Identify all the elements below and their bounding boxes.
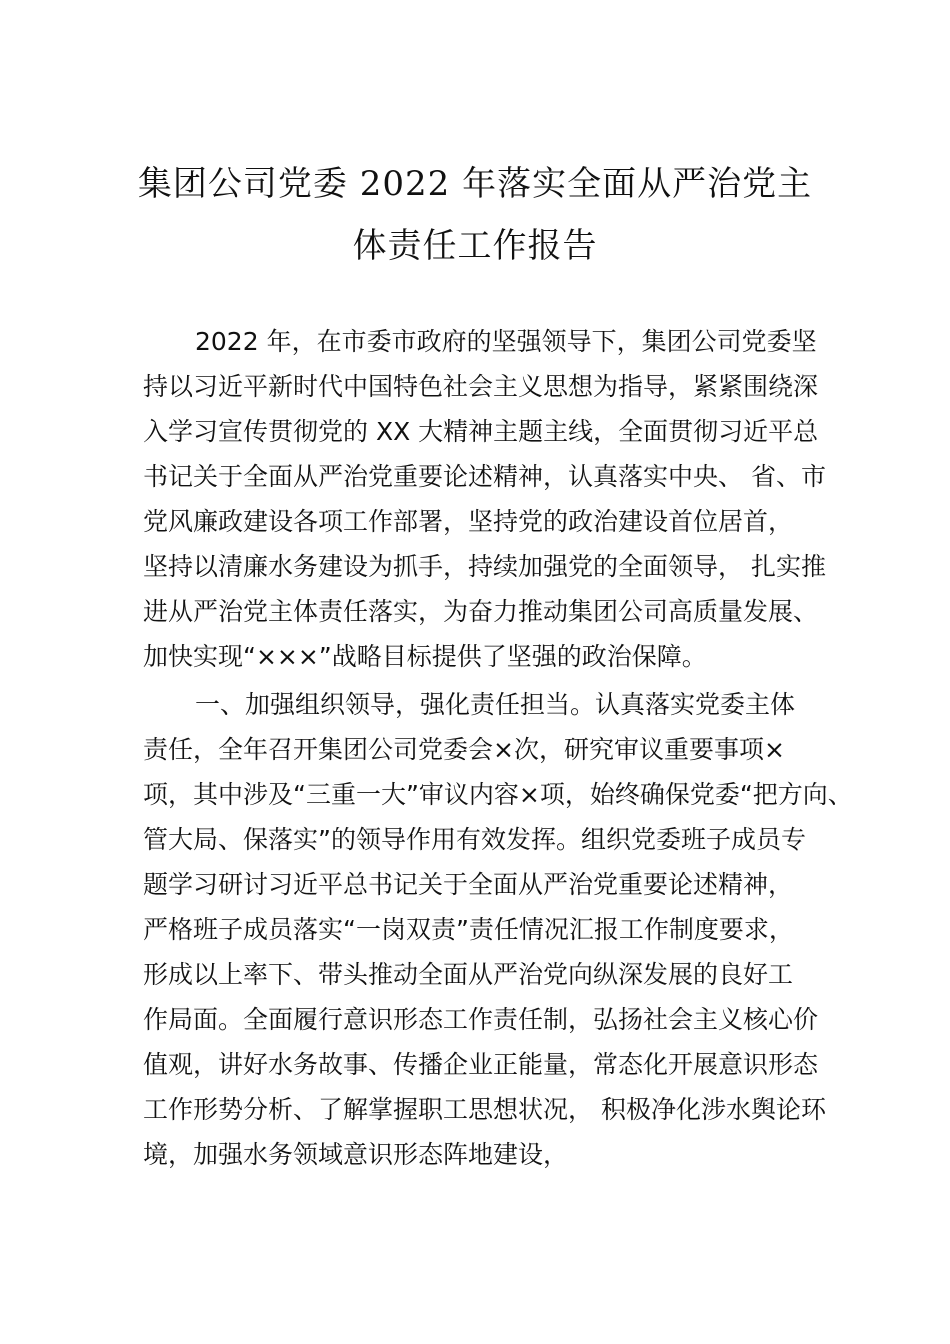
title-line-2: 体责任工作报告 — [352, 226, 598, 266]
title-line-1: 集团公司党委 2022 年落实全面从严治党主 — [137, 164, 813, 204]
paragraph-2-line: 项，其中涉及“三重一大”审议内容×项，始终确保党委“把方向、 — [143, 780, 853, 809]
paragraph-1-line: 持以习近平新时代中国特色社会主义思想为指导，紧紧围绕深 — [143, 372, 819, 401]
paragraph-2-line: 形成以上率下、带头推动全面从严治党向纵深发展的良好工 — [143, 960, 794, 989]
paragraph-2-line: 管大局、保落实”的领导作用有效发挥。组织党委班子成员专 — [143, 825, 806, 854]
paragraph-1-line: 党风廉政建设各项工作部署，坚持党的政治建设首位居首， — [143, 507, 794, 536]
paragraph-1-line: 入学习宣传贯彻党的 XX 大精神主题主线，全面贯彻习近平总 — [143, 417, 819, 446]
paragraph-2-line: 题学习研讨习近平总书记关于全面从严治党重要论述精神， — [143, 870, 794, 899]
paragraph-1-line: 进从严治党主体责任落实，为奋力推动集团公司高质量发展、 — [143, 597, 819, 626]
paragraph-2-line: 境，加强水务领域意识形态阵地建设， — [143, 1140, 569, 1169]
paragraph-2-line: 作局面。全面履行意识形态工作责任制，弘扬社会主义核心价 — [143, 1005, 819, 1034]
paragraph-2-line: 工作形势分析、了解掌握职工思想状况， 积极净化涉水舆论环 — [143, 1095, 826, 1124]
paragraph-2-line: 严格班子成员落实“一岗双责”责任情况汇报工作制度要求， — [143, 915, 794, 944]
paragraph-2-line: 值观，讲好水务故事、传播企业正能量，常态化开展意识形态 — [143, 1050, 819, 1079]
paragraph-1-line: 坚持以清廉水务建设为抓手，持续加强党的全面领导， 扎实推 — [143, 552, 826, 581]
paragraph-1-line: 2022 年，在市委市政府的坚强领导下，集团公司党委坚 — [195, 327, 817, 356]
paragraph-1-line: 书记关于全面从严治党重要论述精神，认真落实中央、 省、市 — [143, 462, 826, 491]
paragraph-1-line: 加快实现“×××”战略目标提供了坚强的政治保障。 — [143, 642, 707, 671]
paragraph-2-line: 一、加强组织领导，强化责任担当。认真落实党委主体 — [195, 690, 796, 719]
paragraph-2-line: 责任，全年召开集团公司党委会×次，研究审议重要事项× — [143, 735, 785, 764]
